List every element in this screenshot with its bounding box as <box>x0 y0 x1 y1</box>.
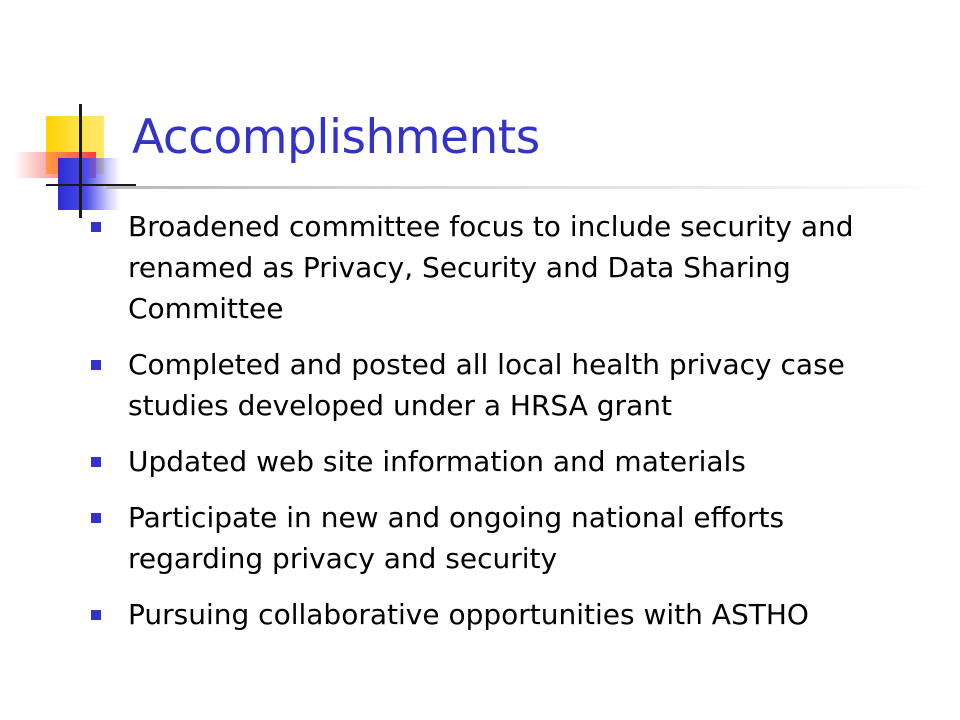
bullet-item <box>88 344 888 426</box>
bullet-text: Completed and posted all local health privacy case studies developed under a HRSA grant <box>128 348 845 422</box>
square-bullet-icon <box>91 222 101 232</box>
square-bullet-icon <box>91 360 101 370</box>
bullet-text: Broadened committee focus to include security and renamed as Privacy, Security and Data Sharing Committee <box>128 210 854 325</box>
bullet-item <box>88 594 888 635</box>
corner-decoration-vertical-line <box>79 104 82 218</box>
slide-title: Accomplishments <box>132 110 540 165</box>
bullet-item <box>88 441 888 482</box>
bullet-item <box>88 206 888 329</box>
square-bullet-icon <box>91 513 101 523</box>
square-bullet-icon <box>91 457 101 467</box>
bullet-text: Participate in new and ongoing national efforts regarding privacy and security <box>128 501 785 575</box>
square-bullet-icon <box>91 610 101 620</box>
bullet-list <box>88 206 888 650</box>
bullet-item <box>88 497 888 579</box>
bullet-text: Updated web site information and materials <box>128 445 746 478</box>
title-underline-rule <box>106 186 960 189</box>
bullet-text: Pursuing collaborative opportunities with ASTHO <box>128 598 809 631</box>
